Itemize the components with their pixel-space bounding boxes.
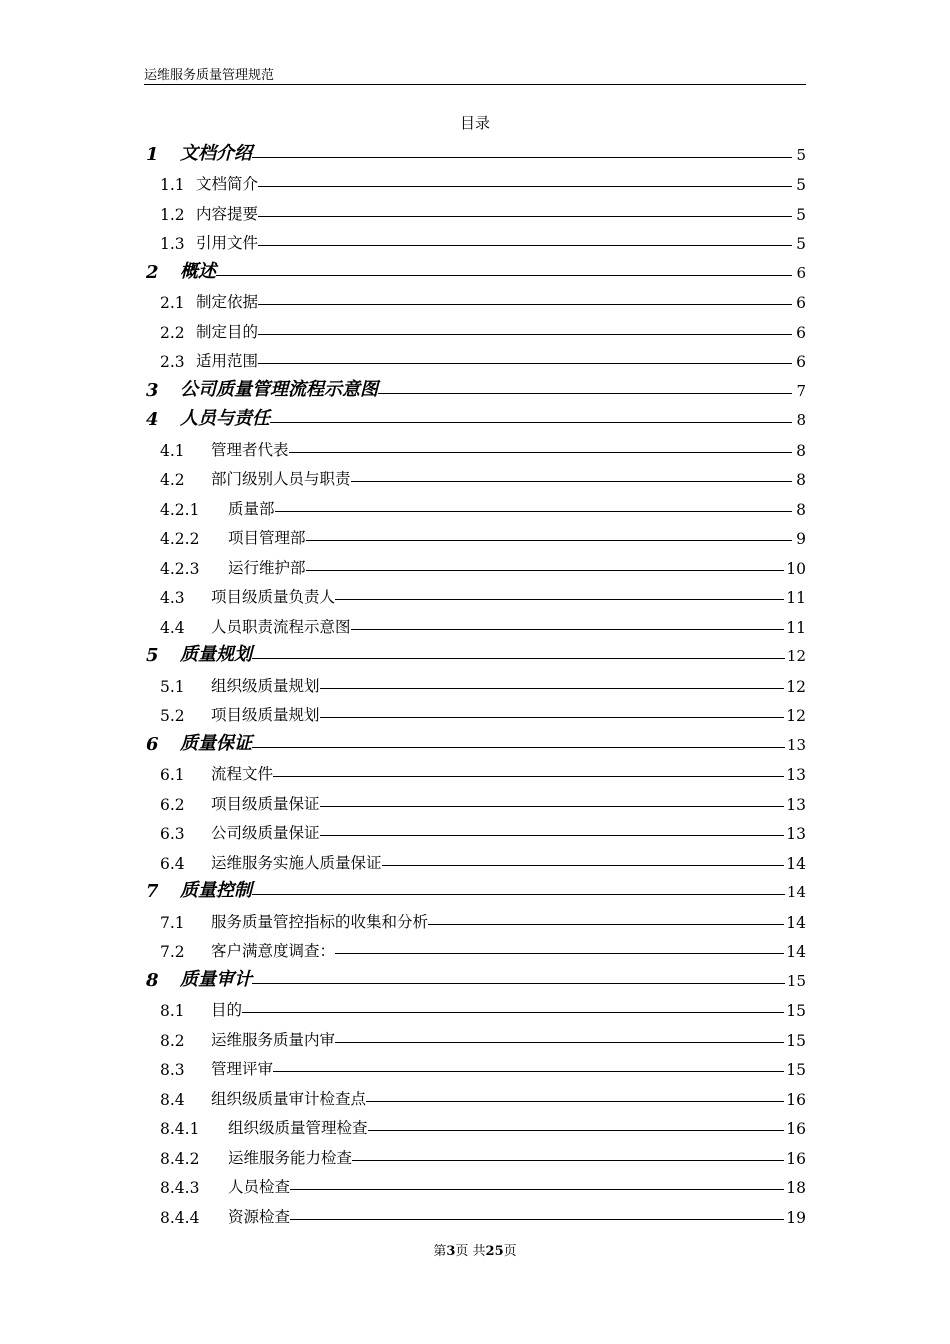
toc-entry-number: 8.2 xyxy=(160,1031,185,1050)
toc-entry-title: 资源检查 xyxy=(228,1207,291,1226)
toc-entry-number: 2.1 xyxy=(160,294,185,312)
toc-entry[interactable] xyxy=(144,165,806,195)
toc-entry-number: 4.2.3 xyxy=(160,559,200,578)
toc-leader-line xyxy=(290,1189,784,1190)
toc-entry-page: 14 xyxy=(786,913,806,932)
toc-leader-line xyxy=(216,275,792,276)
toc-entry-title: 引用文件 xyxy=(196,234,259,252)
toc-entry-number: 8.4.1 xyxy=(160,1120,200,1138)
toc-entry[interactable] xyxy=(144,666,806,696)
toc-entry-page: 6 xyxy=(796,353,806,371)
toc-leader-line xyxy=(289,452,792,453)
toc-entry-number: 2.2 xyxy=(160,323,185,342)
toc-entry[interactable] xyxy=(144,902,806,932)
toc-entry-title: 质量保证 xyxy=(180,732,252,754)
toc-entry-title: 质量审计 xyxy=(180,968,252,990)
toc-leader-line xyxy=(320,806,785,807)
toc-entry-number: 8 xyxy=(146,969,159,991)
toc-entry[interactable] xyxy=(144,460,806,490)
footer-suffix: 页 xyxy=(503,1244,517,1259)
toc-entry-page: 18 xyxy=(786,1179,806,1197)
toc-leader-line xyxy=(351,481,792,482)
toc-entry-title: 制定目的 xyxy=(196,322,259,341)
toc-entry-title: 目的 xyxy=(211,1001,243,1019)
toc-entry-title: 文档简介 xyxy=(196,175,259,193)
toc-leader-line xyxy=(252,658,785,659)
toc-entry-title: 管理者代表 xyxy=(211,440,289,459)
toc-entry-number: 2.3 xyxy=(160,353,185,371)
toc-entry-title: 管理评审 xyxy=(211,1060,274,1078)
toc-entry-number: 6.1 xyxy=(160,766,185,784)
toc-entry-title: 人员与责任 xyxy=(180,408,270,429)
toc-leader-line xyxy=(252,983,785,984)
toc-leader-line xyxy=(258,334,792,335)
toc-entry-number: 8.1 xyxy=(160,1002,185,1020)
toc-entry-page: 6 xyxy=(796,294,806,312)
toc-leader-line xyxy=(290,1219,784,1220)
toc-entry-number: 4.2 xyxy=(160,471,185,489)
toc-entry-title: 项目管理部 xyxy=(228,529,306,547)
toc-entry-title: 质量规划 xyxy=(180,644,252,665)
toc-entry[interactable] xyxy=(144,961,806,991)
toc-entry-title: 人员职责流程示意图 xyxy=(211,617,351,636)
toc-entry-page: 12 xyxy=(786,647,806,665)
toc-entry-number: 7.1 xyxy=(160,913,185,932)
toc-leader-line xyxy=(258,245,792,246)
toc-entry[interactable] xyxy=(144,1197,806,1227)
toc-entry-title: 质量控制 xyxy=(180,880,252,901)
toc-leader-line xyxy=(320,688,785,689)
toc-entry[interactable] xyxy=(144,342,806,372)
toc-entry-number: 7.2 xyxy=(160,943,185,961)
toc-entry-number: 6.4 xyxy=(160,854,185,873)
toc-entry-title: 项目级质量负责人 xyxy=(211,588,336,606)
toc-entry-number: 6.3 xyxy=(160,825,185,843)
toc-leader-line xyxy=(273,1071,784,1072)
toc-leader-line xyxy=(428,924,784,925)
toc-entry-page: 13 xyxy=(786,825,806,843)
toc-entry-page: 16 xyxy=(786,1090,806,1109)
toc-entry[interactable] xyxy=(144,135,806,165)
toc-leader-line xyxy=(258,363,792,364)
toc-entry[interactable] xyxy=(144,312,806,342)
toc-entry[interactable] xyxy=(144,814,806,844)
toc-entry-page: 11 xyxy=(786,589,806,607)
toc-entry-title: 适用范围 xyxy=(196,352,259,370)
toc-leader-line xyxy=(306,540,792,541)
toc-entry-title: 公司级质量保证 xyxy=(211,824,320,842)
toc-entry-page: 8 xyxy=(796,471,806,489)
toc-entry[interactable] xyxy=(144,873,806,903)
toc-entry-title: 制定依据 xyxy=(196,293,259,311)
toc-entry[interactable] xyxy=(144,1079,806,1109)
toc-entry[interactable] xyxy=(144,401,806,431)
toc-leader-line xyxy=(320,835,785,836)
toc-leader-line xyxy=(242,1012,784,1013)
toc-leader-line xyxy=(335,953,784,954)
toc-entry[interactable] xyxy=(144,1138,806,1168)
toc-entry-number: 4.1 xyxy=(160,441,185,460)
toc-entry-page: 15 xyxy=(786,1031,806,1050)
toc-entry-page: 14 xyxy=(786,854,806,873)
toc-entry-title: 概述 xyxy=(180,260,216,282)
toc-entry-number: 7 xyxy=(146,881,159,902)
toc-leader-line xyxy=(352,1160,784,1161)
toc-entry-page: 13 xyxy=(786,795,806,814)
toc-entry-title: 组织级质量规划 xyxy=(211,676,320,695)
toc-entry[interactable] xyxy=(144,578,806,608)
table-of-contents xyxy=(144,135,806,1227)
toc-leader-line xyxy=(351,629,785,630)
toc-leader-line xyxy=(252,157,792,158)
toc-leader-line xyxy=(258,216,792,217)
toc-entry-number: 2 xyxy=(146,261,159,283)
toc-entry[interactable] xyxy=(144,932,806,962)
toc-entry-title: 部门级别人员与职责 xyxy=(211,470,351,488)
toc-entry-number: 6.2 xyxy=(160,795,185,814)
toc-entry-title: 文档介绍 xyxy=(180,142,252,164)
toc-entry-title: 组织级质量管理检查 xyxy=(228,1119,368,1137)
toc-leader-line xyxy=(382,865,785,866)
toc-entry[interactable] xyxy=(144,253,806,283)
toc-entry-page: 9 xyxy=(796,530,806,548)
toc-leader-line xyxy=(335,599,784,600)
toc-leader-line xyxy=(270,422,792,423)
toc-leader-line xyxy=(252,894,785,895)
toc-entry-number: 5 xyxy=(146,645,159,666)
toc-entry-number: 4.2.2 xyxy=(160,530,200,548)
toc-entry-page: 6 xyxy=(796,263,806,282)
toc-entry[interactable] xyxy=(144,725,806,755)
toc-entry-number: 1.3 xyxy=(160,235,185,253)
toc-leader-line xyxy=(258,304,792,305)
toc-entry-title: 运维服务能力检查 xyxy=(228,1148,353,1167)
toc-entry-number: 4.2.1 xyxy=(160,500,200,519)
footer-mid: 页 共 xyxy=(455,1244,486,1259)
toc-entry-title: 组织级质量审计检查点 xyxy=(211,1089,367,1108)
toc-leader-line xyxy=(378,393,792,394)
toc-entry-page: 6 xyxy=(796,323,806,342)
toc-entry-number: 4.4 xyxy=(160,618,185,637)
toc-entry-number: 8.4 xyxy=(160,1090,185,1109)
toc-entry-title: 公司质量管理流程示意图 xyxy=(180,378,378,400)
toc-entry-page: 11 xyxy=(786,618,806,637)
toc-entry-page: 8 xyxy=(796,500,806,519)
toc-entry[interactable] xyxy=(144,1109,806,1139)
toc-entry-number: 5.2 xyxy=(160,707,185,725)
toc-entry-number: 8.4.4 xyxy=(160,1208,200,1227)
toc-entry-number: 4 xyxy=(146,409,159,430)
toc-entry-number: 8.4.2 xyxy=(160,1149,200,1168)
toc-entry-page: 7 xyxy=(796,381,806,400)
toc-entry[interactable] xyxy=(144,991,806,1021)
toc-entry-page: 16 xyxy=(786,1120,806,1138)
toc-entry-page: 15 xyxy=(786,1002,806,1020)
toc-leader-line xyxy=(368,1130,785,1131)
toc-entry-number: 5.1 xyxy=(160,677,185,696)
toc-entry-page: 15 xyxy=(786,1061,806,1079)
toc-leader-line xyxy=(335,1042,784,1043)
toc-entry-title: 客户满意度调查： xyxy=(211,942,336,960)
toc-entry[interactable] xyxy=(144,696,806,726)
toc-entry-number: 4.3 xyxy=(160,589,185,607)
toc-entry-number: 6 xyxy=(146,733,159,755)
toc-leader-line xyxy=(275,511,792,512)
toc-entry-number: 1.1 xyxy=(160,176,185,194)
toc-entry-page: 14 xyxy=(786,943,806,961)
toc-title: 目录 xyxy=(459,114,490,132)
footer-prefix: 第 xyxy=(433,1244,447,1259)
toc-entry[interactable] xyxy=(144,224,806,254)
toc-entry-page: 5 xyxy=(796,176,806,194)
toc-entry[interactable] xyxy=(144,843,806,873)
toc-entry[interactable] xyxy=(144,784,806,814)
toc-entry-page: 14 xyxy=(786,883,806,901)
toc-entry[interactable] xyxy=(144,755,806,785)
toc-entry-title: 内容提要 xyxy=(196,204,259,223)
toc-entry-page: 19 xyxy=(786,1208,806,1227)
toc-entry-title: 运维服务实施人质量保证 xyxy=(211,853,382,872)
toc-entry-page: 15 xyxy=(786,971,806,990)
toc-leader-line xyxy=(258,186,792,187)
toc-entry-page: 8 xyxy=(796,411,806,429)
toc-leader-line xyxy=(306,570,785,571)
toc-entry-number: 8.3 xyxy=(160,1061,185,1079)
toc-entry-title: 人员检查 xyxy=(228,1178,291,1196)
toc-entry-title: 流程文件 xyxy=(211,765,274,783)
toc-entry-title: 项目级质量保证 xyxy=(211,794,320,813)
toc-entry[interactable] xyxy=(144,519,806,549)
toc-entry-number: 1 xyxy=(146,143,159,165)
toc-entry[interactable] xyxy=(144,283,806,313)
toc-entry-page: 10 xyxy=(786,559,806,578)
toc-entry-page: 5 xyxy=(796,145,806,164)
total-page-count: 25 xyxy=(485,1244,504,1259)
toc-entry[interactable] xyxy=(144,489,806,519)
toc-entry-page: 12 xyxy=(786,677,806,696)
toc-entry-page: 13 xyxy=(786,735,806,754)
toc-entry[interactable] xyxy=(144,194,806,224)
page-header xyxy=(144,64,806,85)
toc-entry-page: 12 xyxy=(786,707,806,725)
toc-entry-title: 质量部 xyxy=(228,499,275,518)
toc-entry[interactable] xyxy=(144,371,806,401)
toc-entry[interactable] xyxy=(144,1050,806,1080)
toc-entry-number: 3 xyxy=(146,379,159,401)
toc-leader-line xyxy=(320,717,785,718)
toc-entry[interactable] xyxy=(144,548,806,578)
toc-entry[interactable] xyxy=(144,1020,806,1050)
toc-leader-line xyxy=(252,747,785,748)
toc-entry-page: 13 xyxy=(786,766,806,784)
document-title: 运维服务质量管理规范 xyxy=(144,68,275,83)
toc-entry[interactable] xyxy=(144,430,806,460)
toc-entry[interactable] xyxy=(144,637,806,667)
toc-entry-page: 16 xyxy=(786,1149,806,1168)
toc-entry-page: 5 xyxy=(796,235,806,253)
toc-leader-line xyxy=(273,776,784,777)
toc-entry[interactable] xyxy=(144,1168,806,1198)
toc-entry-page: 5 xyxy=(796,205,806,224)
toc-entry-page: 8 xyxy=(796,441,806,460)
toc-entry-number: 8.4.3 xyxy=(160,1179,200,1197)
toc-entry[interactable] xyxy=(144,607,806,637)
toc-entry-title: 项目级质量规划 xyxy=(211,706,320,724)
page-footer xyxy=(0,1240,950,1259)
toc-entry-title: 运行维护部 xyxy=(228,558,306,577)
toc-entry-title: 运维服务质量内审 xyxy=(211,1030,336,1049)
current-page-number: 3 xyxy=(446,1244,456,1259)
toc-entry-number: 1.2 xyxy=(160,205,185,224)
toc-leader-line xyxy=(366,1101,784,1102)
toc-entry-title: 服务质量管控指标的收集和分析 xyxy=(211,912,429,931)
